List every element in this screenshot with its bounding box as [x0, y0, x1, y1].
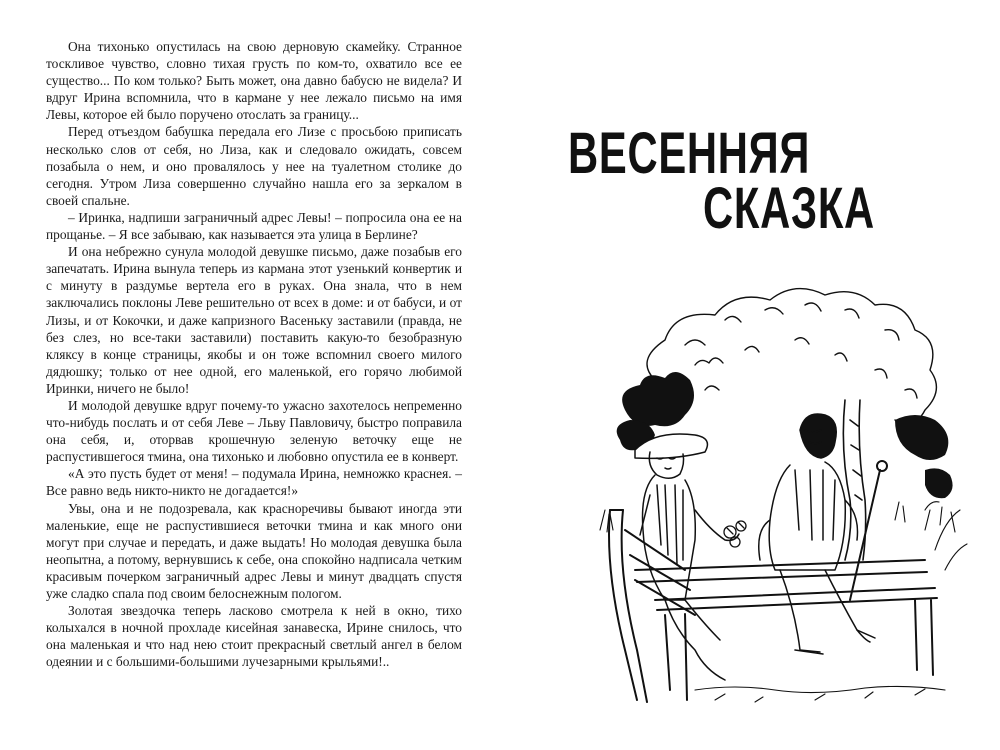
- park-bench: [609, 510, 937, 702]
- chapter-title-line1: ВЕСЕННЯЯ: [568, 121, 811, 186]
- paragraph-4: И она небрежно сунула молодой девушке письмо, даже позабыв его запечатать. Ирина вынула теперь из кармана этот узенький конвертик и с минуту в раздумье вертела его в руках. Она знала, что в нем заключались поклоны Леве решительно от всех в доме: и от бабуси, и от Лизы, и от Кокочки, и даже капризного Васеньку заставили (правда, не без слез, но все-таки заставили) поставить какую-то безобразную кляксу в конце страницы, якобы и он тоже вспомнил своего милого дядюшку; только от нее одной, его маленькой, его горячо любимой Иринки, ничего не было!: [46, 244, 462, 396]
- tree-trunk: [843, 400, 865, 560]
- right-page: [500, 0, 1000, 750]
- paragraph-8: Золотая звездочка теперь ласково смотрела к ней в окно, тихо колыхался в ночной прохладе кисейная занавеска, Ирине снилось, что она маленькая и что над нею стоит прекрасный светлый ангел в белом одеянии и с большими-большими лучезарными крыльями!..: [46, 603, 462, 670]
- paragraph-3: – Иринка, надпиши заграничный адрес Левы! – попросила она ее на прощанье. – Я все забываю, как называется эта улица в Берлине?: [46, 209, 462, 243]
- ground: [695, 686, 945, 702]
- paragraph-6: «А это пусть будет от меня! – подумала Ирина, немножко краснея. – Все равно ведь никто-никто не догадается!»: [46, 466, 462, 499]
- left-page-text: [46, 38, 462, 670]
- park-bench-illustration: [595, 270, 975, 710]
- walking-cane: [850, 461, 887, 600]
- woman-figure: [635, 434, 739, 680]
- paragraph-1: Она тихонько опустилась на свою дерновую скамейку. Странное тоскливое чувство, словно тихая грусть по ком-то, охватило все ее существо... По ком только? Быть может, она давно бабусю не видела? И вдруг Ирина вспомнила, что в кармане у нее лежало письмо на имя Левы, которое ей было поручено отослать за границу...: [46, 39, 462, 123]
- paragraph-7: Увы, она и не подозревала, как красноречивы бывают иногда эти маленькие, еще не распустившиеся веточки тмина и как много они могут при случае и передать, и даже выдать! Но молодая девушка была неопытна, а потому, вернувшись к себе, она спокойно надписала четким красивым почерком заграничный адрес Левы и минут двадцать спустя уже сладко спала под своим белоснежным пологом.: [46, 500, 462, 601]
- paragraph-2: Перед отъездом бабушка передала его Лизе с просьбою приписать несколько слов от себя, но Лиза, как и следовало ожидать, совсем позабыла о нем, и оно провалялось у нее на туалетном столике до сегодня. Утром Лиза совершенно случайно нашла его за зеркалом в своей спальне.: [46, 124, 462, 208]
- flower-bouquet: [724, 521, 746, 547]
- chapter-title-line2: СКАЗКА: [703, 176, 875, 241]
- paragraph-5: И молодой девушке вдруг почему-то ужасно захотелось непременно что-нибудь послать и от себя Леве – Льву Павловичу, быстро поправила она себя, и, оторвав крошечную зеленую веточку еще не распустившегося тмина, она тихонько и любовно опустила ее в конверт.: [46, 397, 462, 465]
